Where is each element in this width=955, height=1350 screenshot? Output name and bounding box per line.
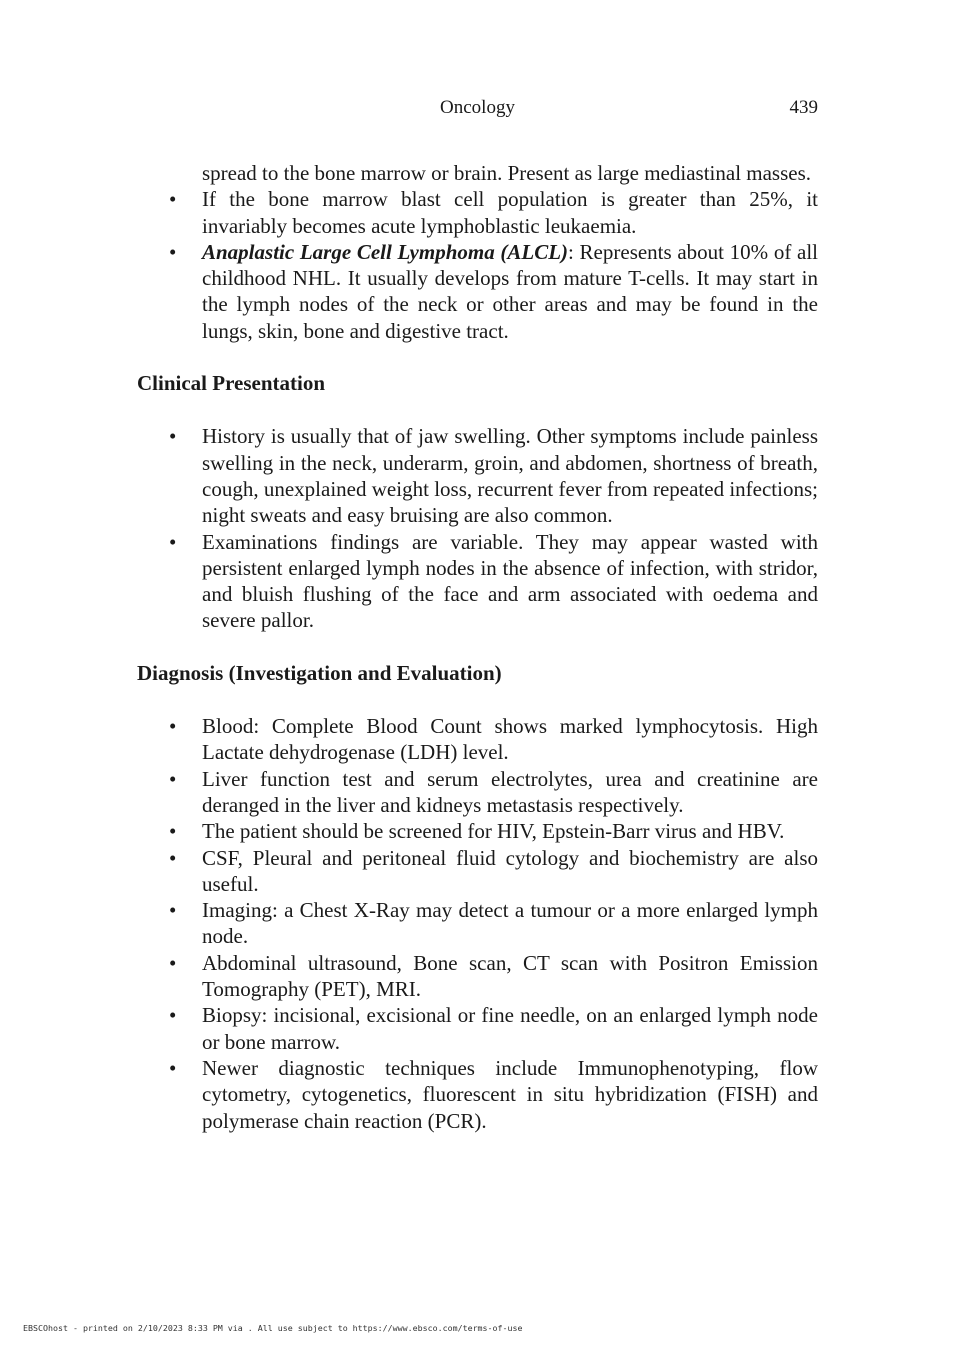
list-item: • Liver function test and serum electrolytes, urea and creatinine are deranged in the liver and kidneys metastasis respectively.: [137, 766, 818, 819]
list-item: • History is usually that of jaw swelling. Other symptoms include painless swelling in the neck, underarm, groin, and abdomen, shortness of breath, cough, unexplained weight loss, recurrent fever from repeated infections; night sweats and easy bruising are also common.: [137, 423, 818, 528]
alcl-text: : Represents about 10% of all childhood NHL. It usually develops from mature T-cells. It may start in the lymph nodes of the neck or other areas and may be found in the lungs, skin, bone and digestive tract.: [202, 239, 818, 343]
clinical-bullet-list: [137, 423, 818, 633]
list-item: • CSF, Pleural and peritoneal fluid cytology and biochemistry are also useful.: [137, 845, 818, 898]
list-item: • Abdominal ultrasound, Bone scan, CT scan with Positron Emission Tomography (PET), MRI.: [137, 950, 818, 1003]
list-item: • Imaging: a Chest X-Ray may detect a tumour or a more enlarged lymph node.: [137, 897, 818, 950]
clinical-presentation-heading: Clinical Presentation: [137, 371, 326, 396]
page-number: 439: [789, 97, 818, 118]
top-bullet-list: [137, 186, 818, 344]
diagnosis-bullet-list: [137, 713, 818, 1134]
diagnosis-heading: Diagnosis (Investigation and Evaluation): [137, 660, 502, 685]
print-footer: EBSCOhost - printed on 2/10/2023 8:33 PM via . All use subject to https://www.ebsco.com/terms-of-use: [23, 1323, 523, 1333]
continuation-paragraph: spread to the bone marrow or brain. Present as large mediastinal masses.: [202, 161, 812, 185]
page-body: [137, 160, 818, 1134]
list-item: • The patient should be screened for HIV, Epstein-Barr virus and HBV.: [137, 818, 818, 844]
list-item-alcl: [137, 239, 818, 344]
alcl-term: Anaplastic Large Cell Lymphoma (ALCL): [202, 239, 569, 264]
running-header-title: Oncology: [440, 97, 515, 118]
list-item: • If the bone marrow blast cell population is greater than 25%, it invariably becomes acute lymphoblastic leukaemia.: [137, 186, 818, 239]
list-item: • Examinations findings are variable. They may appear wasted with persistent enlarged lymph nodes in the absence of infection, with stridor, and bluish flushing of the face and arm associated with oedema and severe pallor.: [137, 529, 818, 634]
list-item: • Blood: Complete Blood Count shows marked lymphocytosis. High Lactate dehydrogenase (LDH) level.: [137, 713, 818, 766]
list-item: • Newer diagnostic techniques include Immunophenotyping, flow cytometry, cytogenetics, fluorescent in situ hybridization (FISH) and polymerase chain reaction (PCR).: [137, 1055, 818, 1134]
list-item: • Biopsy: incisional, excisional or fine needle, on an enlarged lymph node or bone marrow.: [137, 1002, 818, 1055]
